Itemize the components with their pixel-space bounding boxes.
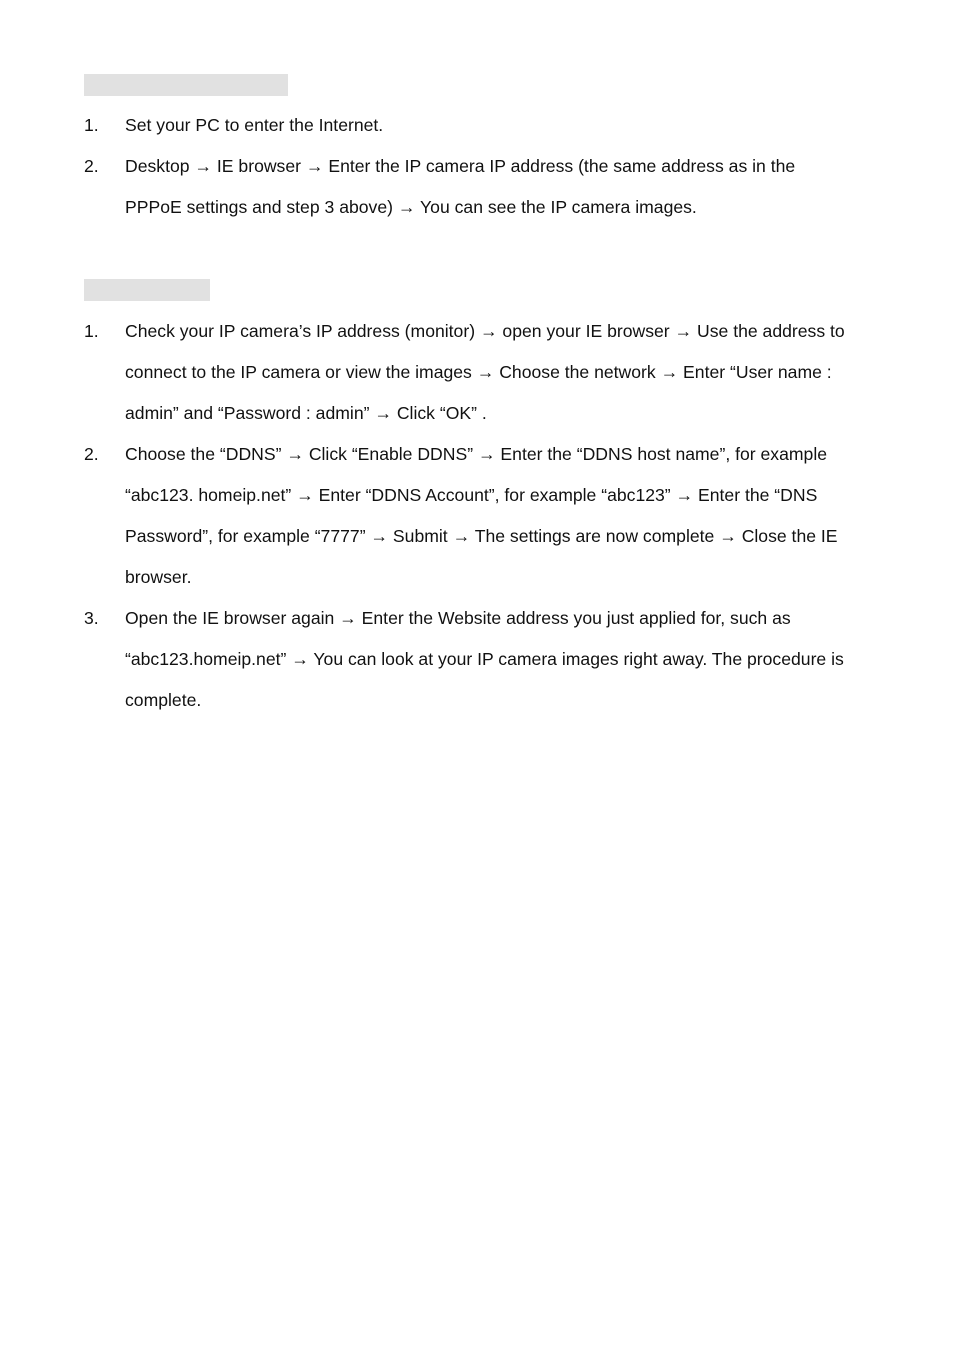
- step-text: Desktop → IE browser → Enter the IP camera IP address (the same address as in the PPPoE settings and step 3 above) → You can see the IP camera images.: [125, 156, 796, 217]
- list-item: [84, 146, 854, 228]
- step-number: 2.: [84, 444, 99, 464]
- step-number: 2.: [84, 156, 99, 176]
- step-list: [84, 311, 854, 721]
- step-list: [84, 105, 854, 228]
- step-text: Check your IP camera’s IP address (monitor) → open your IE browser → Use the address to connect to the IP camera or view the images → Choose the network → Enter “User name : admin” and “Password : admin” → Click “OK” .: [125, 321, 845, 423]
- step-text: Choose the “DDNS” → Click “Enable DDNS” → Enter the “DDNS host name”, for example “abc123. homeip.net” → Enter “DDNS Account”, for example “abc123” → Enter the “DNS Password”, for example “7777” → Submit → The settings are now complete → Close the IE browser.: [125, 444, 838, 587]
- list-item: [84, 434, 854, 598]
- list-item: [84, 105, 854, 146]
- section-heading-bar: [84, 74, 288, 96]
- list-item: [84, 311, 854, 434]
- step-number: 1.: [84, 321, 99, 341]
- step-text: Set your PC to enter the Internet.: [125, 115, 384, 135]
- section-heading-bar: [84, 279, 210, 301]
- step-number: 3.: [84, 608, 99, 628]
- list-item: [84, 598, 854, 721]
- step-number: 1.: [84, 115, 99, 135]
- step-text: Open the IE browser again → Enter the Website address you just applied for, such as “abc123.homeip.net” → You can look at your IP camera images right away. The procedure is complete.: [125, 608, 844, 710]
